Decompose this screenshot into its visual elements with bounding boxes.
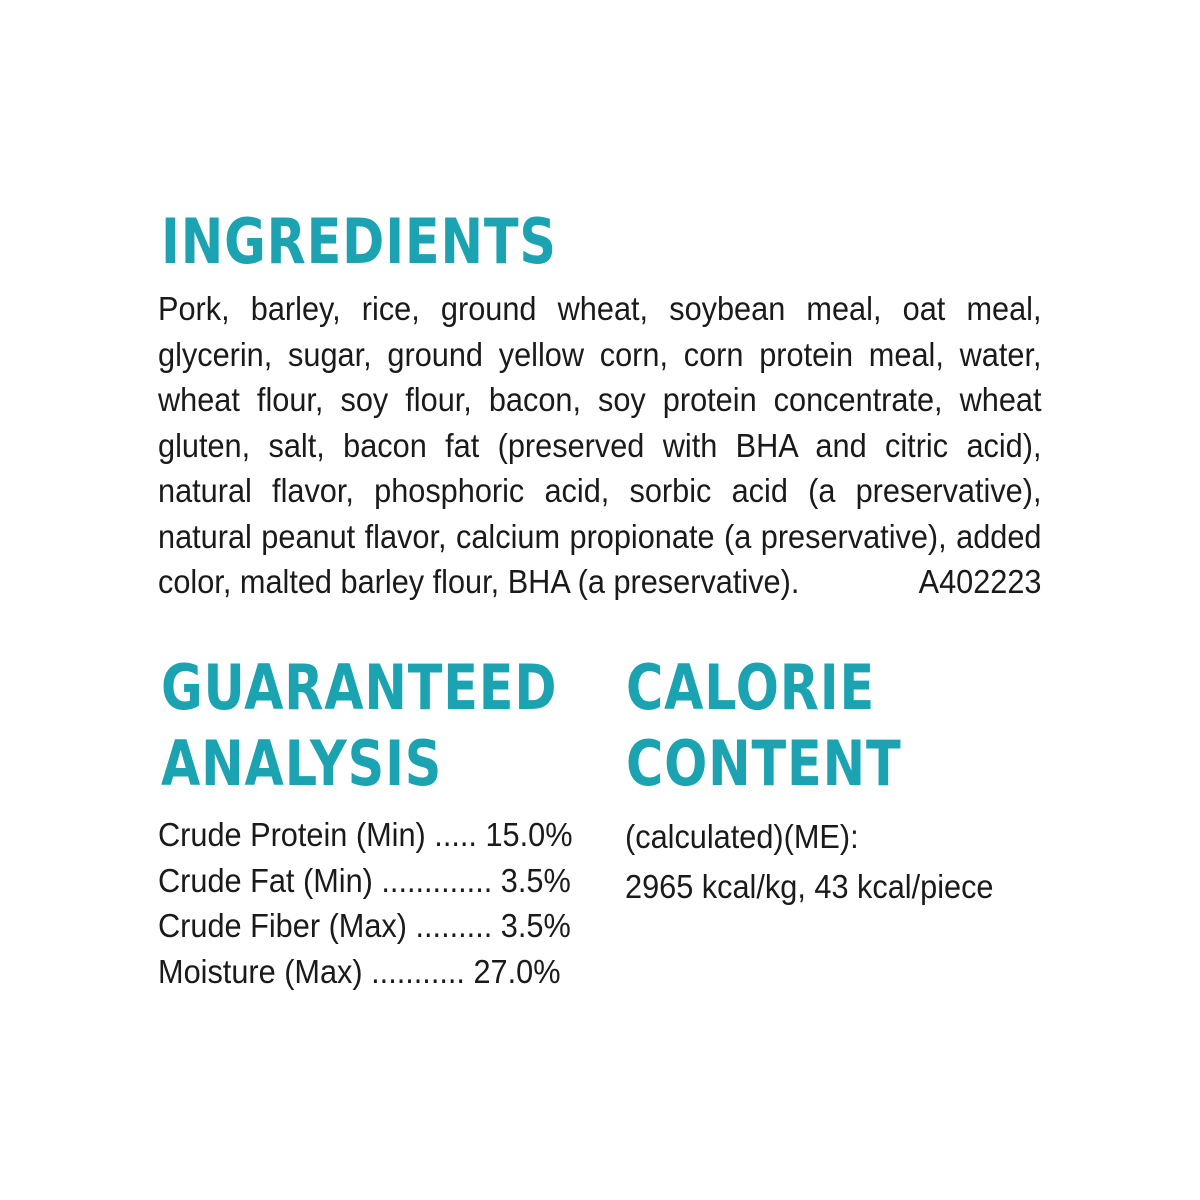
guaranteed-analysis-list: [158, 812, 572, 994]
calorie-values: 2965 kcal/kg, 43 kcal/piece: [625, 868, 994, 905]
calorie-content-text: [625, 812, 994, 912]
analysis-item-crude-protein: Crude Protein (Min) ..... 15.0%: [158, 816, 573, 853]
ingredients-text: Pork, barley, rice, ground wheat, soybean meal, oat meal, glycerin, sugar, ground yellow corn, corn protein meal, water, wheat flour, soy flour, bacon, soy protein concentrate, wheat gluten, salt, bacon fat (preserved with BHA and citric acid), natural flavor, phosphoric acid, sorbic acid (a preservative), natural peanut flavor, calcium propionate (a preservative), added color, malted barley flour, BHA (a preservative).: [158, 290, 1042, 600]
product-code: A402223: [918, 563, 1042, 600]
guaranteed-analysis-heading-line2: ANALYSIS: [161, 727, 443, 800]
ingredients-heading-text: INGREDIENTS: [161, 205, 557, 278]
ingredients-list: [158, 286, 1042, 605]
calorie-method: (calculated)(ME):: [625, 818, 859, 855]
calorie-content-heading-line1: CALORIE: [626, 651, 875, 724]
analysis-item-crude-fiber: Crude Fiber (Max) ......... 3.5%: [158, 907, 571, 944]
guaranteed-analysis-heading-line1: GUARANTEED: [161, 651, 558, 724]
ingredients-heading: [161, 204, 557, 280]
calorie-content-heading: [626, 650, 901, 802]
guaranteed-analysis-heading: [161, 650, 557, 802]
analysis-item-moisture: Moisture (Max) ........... 27.0%: [158, 952, 561, 990]
analysis-item-crude-fat: Crude Fat (Min) ............. 3.5%: [158, 861, 571, 899]
calorie-content-heading-line2: CONTENT: [626, 727, 902, 800]
